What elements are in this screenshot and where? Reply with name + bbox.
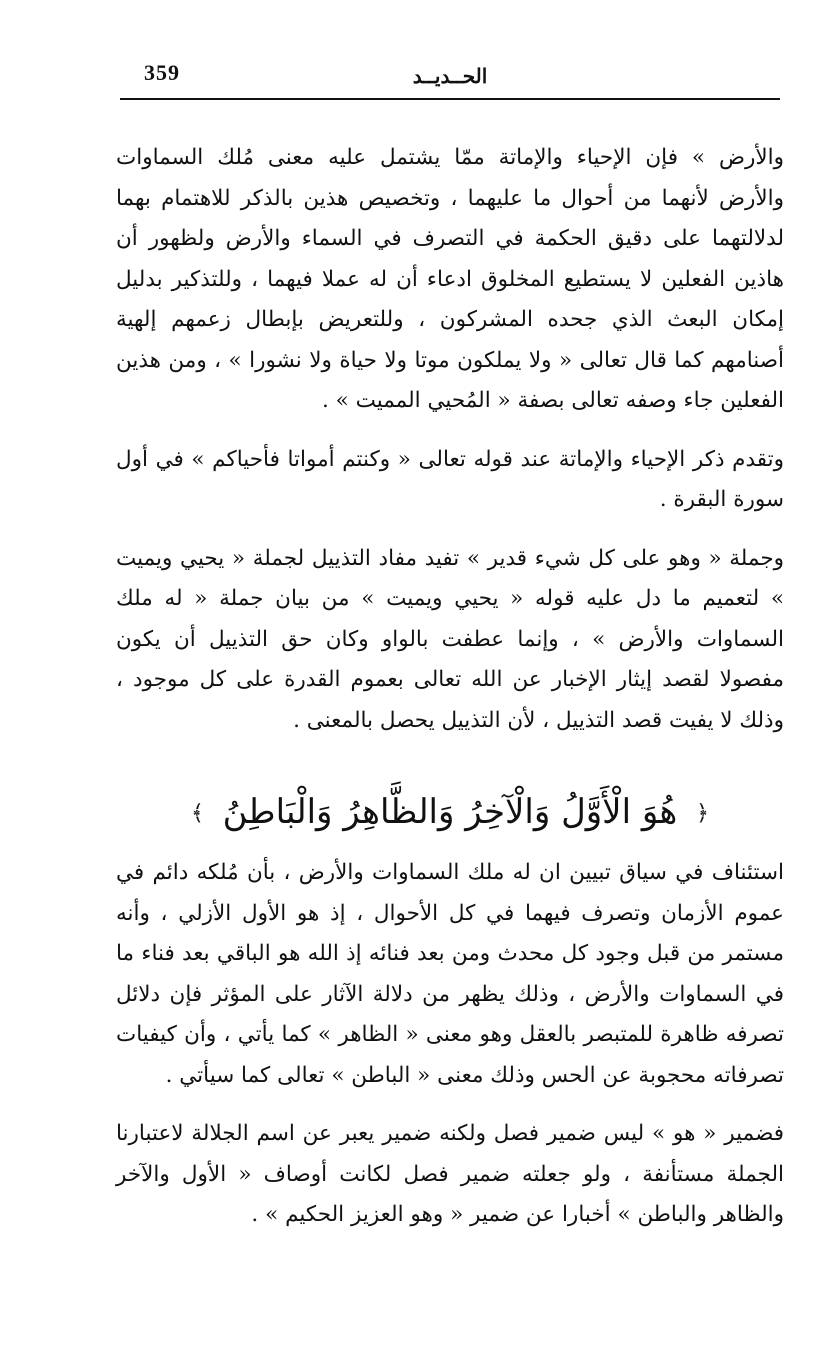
quran-verse [116, 781, 784, 845]
paragraph-4: استئناف في سياق تبيين ان له ملك السماوات والأرض ، بأن مُلكه دائم في عموم الأزمان وتصرف فيهما في كل الأحوال ، إذ هو الأول الأزلي ، وأنه مستمر من قبل وجود كل محدث ومن بعد فنائه إذ الله هو الباقي بعد فناء ما في السماوات والأرض ، وذلك يظهر من دلالة الآثار على المؤثر فإن دلائل تصرفه ظاهرة للمتبصر بالعقل وهو معنى « الظاهر » كما يأتي ، وأن كيفيات تصرفاته محجوبة عن الحس وذلك معنى « الباطن » تعالى كما سيأتي . [116, 860, 784, 1088]
verse-text: هُوَ الْأَوَّلُ وَالْآخِرُ وَالظَّاهِرُ وَالْبَاطِنُ [222, 792, 678, 832]
paragraph-5: فضمير « هو » ليس ضمير فصل ولكنه ضمير يعبر عن اسم الجلالة لاعتبارنا الجملة مستأنفة ، ولو جعلته ضمير فصل لكانت أوصاف « الأول والآخر والظاهر والباطن » أخبارا عن ضمير « وهو العزيز الحكيم » . [116, 1121, 784, 1227]
paragraph-2: وتقدم ذكر الإحياء والإماتة عند قوله تعالى « وكنتم أمواتا فأحياكم » في أول سورة البقرة . [116, 446, 784, 512]
verse-open-ornament: ﴿ [696, 801, 710, 826]
page-body [116, 138, 784, 1236]
page-number: 359 [144, 60, 180, 85]
running-title: الحــديــد [412, 64, 488, 88]
paragraph-3: وجملة « وهو على كل شيء قدير » تفيد مفاد التذييل لجملة « يحيي ويميت » لتعميم ما دل عليه قوله « يحيي ويميت » من بيان جملة « له ملك السماوات والأرض » ، وإنما عطفت بالواو وكان حق التذييل أن يكون مفصولا لقصد إيثار الإخبار عن الله تعالى بعموم القدرة على كل موجود ، وذلك لا يفيت قصد التذييل ، لأن التذييل يحصل بالمعنى . [116, 545, 784, 733]
verse-close-ornament: ﴾ [190, 801, 204, 826]
paragraph-1: والأرض » فإن الإحياء والإماتة ممّا يشتمل عليه معنى مُلك السماوات والأرض لأنهما من أحوال ما عليهما ، وتخصيص هذين بالذكر للاهتمام بهما لدلالتهما على دقيق الحكمة في التصرف في السماء والأرض ولظهور أن هاذين الفعلين لا يستطيع المخلوق ادعاء أن له عملا فيهما ، وللتذكير بدليل إمكان البعث الذي جحده المشركون ، وللتعريض بإبطال زعمهم إلهية أصنامهم كما قال تعالى « ولا يملكون موتا ولا حياة ولا نشورا » ، ومن هذين الفعلين جاء وصفه تعالى بصفة « المُحيي المميت » . [116, 145, 784, 413]
page-header [120, 52, 780, 100]
